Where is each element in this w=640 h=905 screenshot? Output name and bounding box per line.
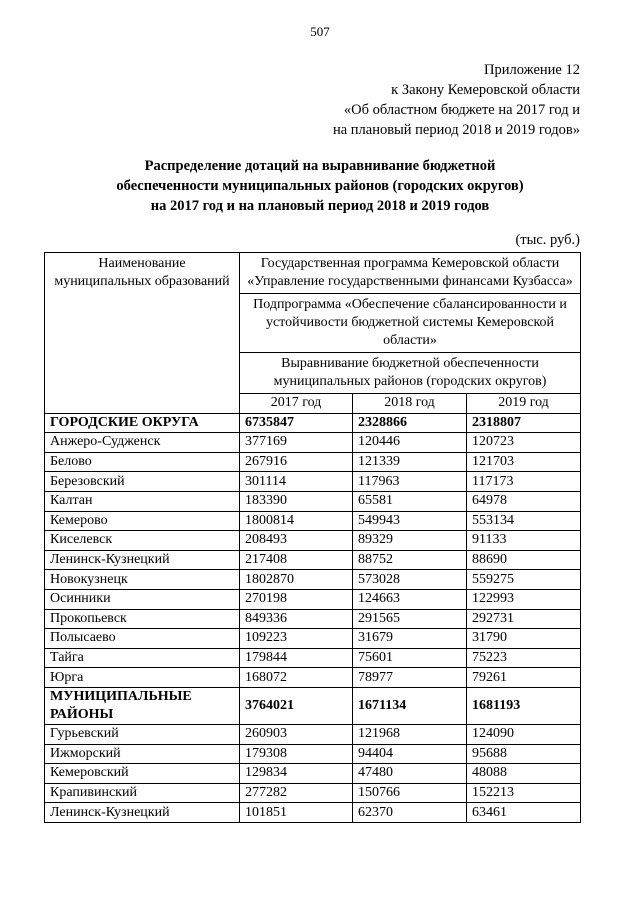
municipality-name: Березовский [45,472,240,492]
group-row [45,413,581,433]
subsidy-value: 63461 [467,803,581,823]
subsidy-value: 267916 [240,452,353,472]
appendix-line: к Закону Кемеровской области [391,82,580,98]
group-total-value: 2318807 [467,413,581,433]
group-name: ГОРОДСКИЕ ОКРУГА [45,413,240,433]
table-row [45,433,581,453]
municipality-name: Анжеро-Судженск [45,433,240,453]
subsidy-value: 124663 [353,589,467,609]
subsidy-value: 94404 [353,744,467,764]
subsidy-value: 75223 [467,648,581,668]
subsidy-value: 122993 [467,589,581,609]
subsidy-value: 183390 [240,491,353,511]
table-row [45,452,581,472]
subsidy-value: 31790 [467,629,581,649]
title-line: Распределение дотаций на выравнивание бюджетной [144,158,496,174]
subsidy-value: 120446 [353,433,467,453]
table-row [45,511,581,531]
subsidy-value: 573028 [353,570,467,590]
municipality-name: Тайга [45,648,240,668]
appendix-line: «Об областном бюджете на 2017 год и [343,102,580,118]
subsidy-value: 47480 [353,764,467,784]
subsidy-value: 101851 [240,803,353,823]
table-row [45,764,581,784]
appendix-block [333,60,580,140]
municipality-name: Кемерово [45,511,240,531]
table-row [45,570,581,590]
subsidy-value: 31679 [353,629,467,649]
municipality-name: Калтан [45,491,240,511]
document-title [0,156,640,216]
subsidy-value: 270198 [240,589,353,609]
municipality-name: Ленинск-Кузнецкий [45,550,240,570]
subsidy-value: 78977 [353,668,467,688]
header-name-column: Наименование муниципальных образований [45,253,240,414]
subsidy-value: 120723 [467,433,581,453]
subsidy-value: 75601 [353,648,467,668]
subsidy-value: 117963 [353,472,467,492]
group-total-value: 3764021 [240,687,353,724]
subsidy-value: 179308 [240,744,353,764]
subsidy-value: 152213 [467,783,581,803]
table-row [45,648,581,668]
subsidy-value: 179844 [240,648,353,668]
header-subprogram: Подпрограмма «Обеспечение сбалансированности и устойчивости бюджетной системы Кемеровской области» [240,294,581,353]
subsidy-value: 291565 [353,609,467,629]
municipality-name: Осинники [45,589,240,609]
municipality-name: Кемеровский [45,764,240,784]
subsidy-value: 95688 [467,744,581,764]
header-year: 2019 год [467,394,581,414]
table-row [45,550,581,570]
header-program: Государственная программа Кемеровской области «Управление государственными финансами Кузбасса» [240,253,581,294]
subsidy-value: 292731 [467,609,581,629]
subsidy-value: 89329 [353,531,467,551]
subsidy-value: 121703 [467,452,581,472]
table-row [45,491,581,511]
subsidy-value: 168072 [240,668,353,688]
subsidy-value: 62370 [353,803,467,823]
subsidy-value: 121968 [353,724,467,744]
municipality-name: Киселевск [45,531,240,551]
subsidy-value: 377169 [240,433,353,453]
header-year: 2017 год [240,394,353,414]
municipality-name: Гурьевский [45,724,240,744]
group-row [45,687,581,724]
municipality-name: Ижморский [45,744,240,764]
subsidy-value: 301114 [240,472,353,492]
group-name: МУНИЦИПАЛЬНЫЕ РАЙОНЫ [45,687,240,724]
municipality-name: Крапивинский [45,783,240,803]
subsidy-value: 79261 [467,668,581,688]
subsidy-value: 150766 [353,783,467,803]
header-year: 2018 год [353,394,467,414]
group-total-value: 2328866 [353,413,467,433]
group-total-value: 6735847 [240,413,353,433]
table-row [45,472,581,492]
subsidy-value: 88690 [467,550,581,570]
page-number: 507 [310,24,330,39]
header-measure: Выравнивание бюджетной обеспеченности муниципальных районов (городских округов) [240,353,581,394]
appendix-line: на плановый период 2018 и 2019 годов» [332,122,580,138]
subsidy-value: 124090 [467,724,581,744]
table-row [45,589,581,609]
municipality-name: Полысаево [45,629,240,649]
subsidy-value: 121339 [353,452,467,472]
subsidy-value: 549943 [353,511,467,531]
subsidy-value: 1800814 [240,511,353,531]
municipality-name: Белово [45,452,240,472]
subsidy-value: 48088 [467,764,581,784]
table-row [45,668,581,688]
subsidy-value: 129834 [240,764,353,784]
subsidy-value: 849336 [240,609,353,629]
municipality-name: Прокопьевск [45,609,240,629]
table-row [45,724,581,744]
group-total-value: 1671134 [353,687,467,724]
subsidy-value: 109223 [240,629,353,649]
subsidy-value: 277282 [240,783,353,803]
subsidy-value: 208493 [240,531,353,551]
subsidy-table [44,252,581,823]
municipality-name: Ленинск-Кузнецкий [45,803,240,823]
title-line: на 2017 год и на плановый период 2018 и 2019 годов [150,198,490,214]
table-row [45,783,581,803]
table-row [45,629,581,649]
table-row [45,531,581,551]
subsidy-value: 217408 [240,550,353,570]
subsidy-value: 553134 [467,511,581,531]
units-label: (тыс. руб.) [515,232,580,248]
municipality-name: Юрга [45,668,240,688]
subsidy-value: 91133 [467,531,581,551]
group-total-value: 1681193 [467,687,581,724]
subsidy-value: 65581 [353,491,467,511]
subsidy-value: 117173 [467,472,581,492]
subsidy-value: 559275 [467,570,581,590]
subsidy-value: 260903 [240,724,353,744]
appendix-line: Приложение 12 [484,62,580,78]
municipality-name: Новокузнецк [45,570,240,590]
table-row [45,803,581,823]
subsidy-value: 88752 [353,550,467,570]
subsidy-value: 64978 [467,491,581,511]
table-row [45,609,581,629]
subsidy-value: 1802870 [240,570,353,590]
table-row [45,744,581,764]
title-line: обеспеченности муниципальных районов (городских округов) [116,178,524,194]
